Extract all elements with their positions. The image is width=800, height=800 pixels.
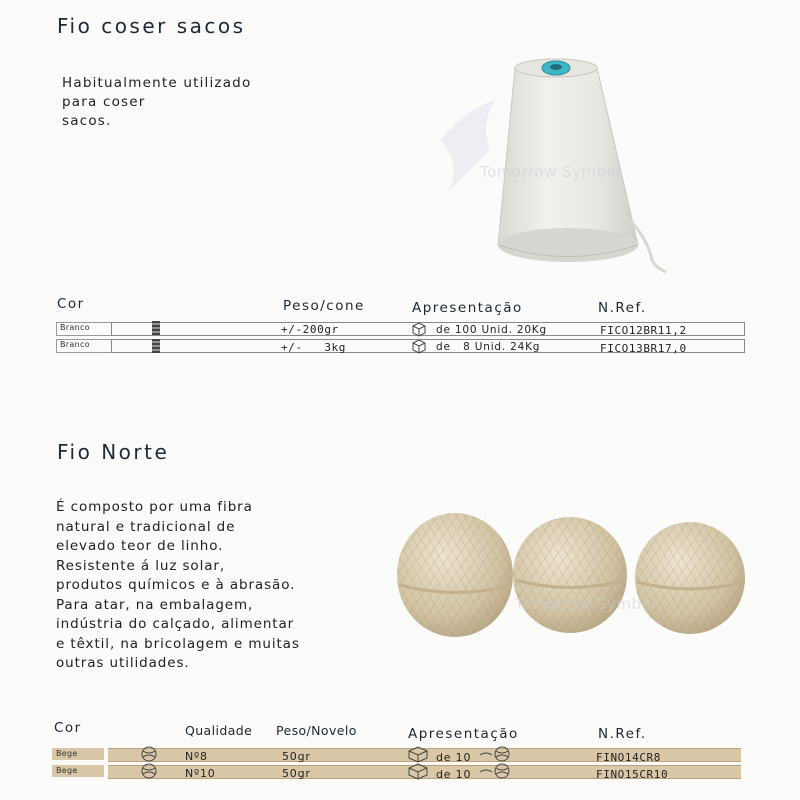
table1-row2-cor: Branco bbox=[60, 340, 90, 349]
box-icon bbox=[411, 321, 427, 337]
table1-header-peso: Peso/cone bbox=[283, 298, 365, 314]
watermark-text-1: Tomorrow Symbol bbox=[480, 163, 621, 181]
table2-row2-nref: FINO15CR10 bbox=[596, 768, 669, 781]
table2-row1-nref: FINO14CR8 bbox=[596, 751, 662, 764]
table2-row2-peso: 50gr bbox=[282, 767, 311, 780]
table1-row1-apresentacao: de 100 Unid. 20Kg bbox=[436, 324, 547, 336]
watermark-text-2: Tomorrow Symbol bbox=[515, 595, 656, 613]
table2-header-cor: Cor bbox=[54, 720, 82, 736]
section2-title: Fio Norte bbox=[57, 440, 170, 464]
table2-row1-qualidade: Nº8 bbox=[185, 750, 208, 763]
table1-row1-cor: Branco bbox=[60, 323, 90, 332]
table2-row1-peso: 50gr bbox=[282, 750, 311, 763]
table2-row2-qualidade: Nº10 bbox=[185, 767, 216, 780]
table2-header-qualidade: Qualidade bbox=[185, 723, 253, 738]
twine-ball-icon bbox=[478, 745, 514, 763]
table2-header-apresentacao: Apresentação bbox=[408, 726, 519, 742]
table1-row1-peso: +/-200gr bbox=[281, 323, 339, 336]
box-icon bbox=[406, 745, 430, 763]
table2-row2-apresentacao: de 10 bbox=[436, 768, 472, 781]
box-icon bbox=[411, 338, 427, 354]
table1-row2-nref: FICO13BR17,0 bbox=[600, 342, 687, 355]
table1-header-cor: Cor bbox=[57, 296, 85, 312]
twine-ball-icon bbox=[138, 762, 160, 780]
twine-ball-icon bbox=[138, 745, 160, 763]
twine-ball-icon bbox=[478, 762, 514, 780]
table1-header-apresentacao: Apresentação bbox=[412, 300, 523, 316]
table1-row2-peso: +/- 3kg bbox=[281, 341, 347, 354]
table2-header-nref: N.Ref. bbox=[598, 726, 647, 742]
section2-description: É composto por uma fibra natural e tradicional de elevado teor de linho. Resistente á luz solar, produtos químicos e à abrasão. Para atar, na embalagem, indústria do calçado, alimentar e têxtil, na bricolagem e muitas outras utilidades. bbox=[56, 499, 300, 671]
table1-row2-apresentacao: de 8 Unid. 24Kg bbox=[436, 341, 541, 353]
table1-header-nref: N.Ref. bbox=[598, 300, 647, 316]
section1-title: Fio coser sacos bbox=[57, 14, 246, 38]
spool-icon bbox=[148, 320, 164, 336]
table2-header-peso: Peso/Novelo bbox=[276, 723, 357, 738]
section1-description: Habitualmente utilizado para coser sacos. bbox=[62, 75, 252, 129]
spool-icon bbox=[148, 338, 164, 354]
box-icon bbox=[406, 762, 430, 780]
table2-row1-apresentacao: de 10 bbox=[436, 751, 472, 764]
twine-balls-image bbox=[390, 500, 750, 650]
table1-row1-nref: FICO12BR11,2 bbox=[600, 324, 687, 337]
table2-row2-cor: Bege bbox=[56, 766, 78, 775]
table2-row1-cor: Bege bbox=[56, 749, 78, 758]
